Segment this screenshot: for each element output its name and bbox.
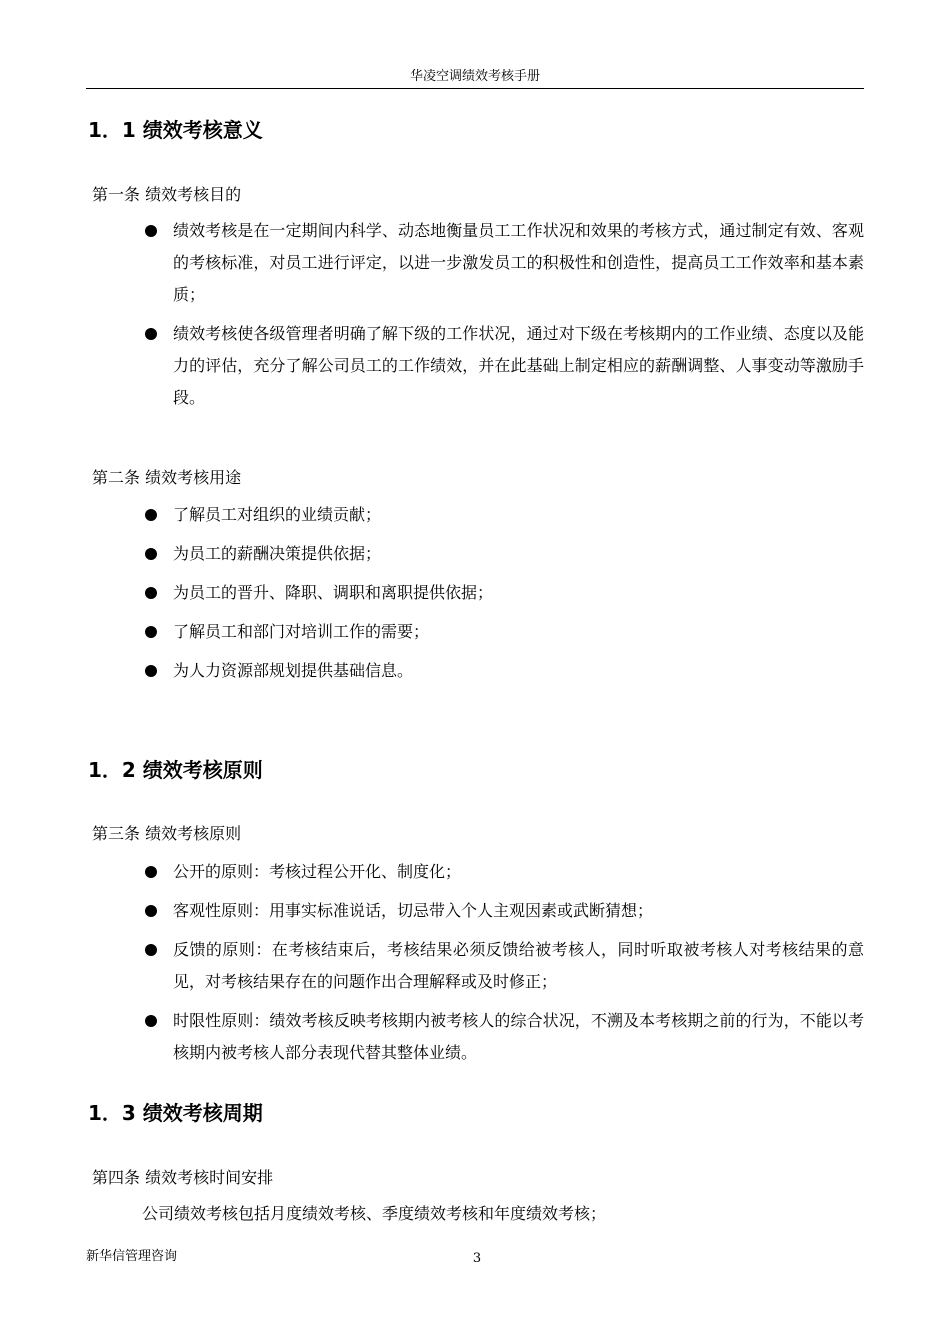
list-item-text: 反馈的原则：在考核结束后，考核结果必须反馈给被考核人，同时听取被考核人对考核结果的意见，对考核结果存在的问题作出合理解释或及时修正； [173, 940, 864, 991]
bullet-icon [145, 548, 157, 560]
bullet-icon [145, 905, 157, 917]
list-item [142, 499, 864, 531]
principles-bullet-list [142, 856, 864, 1076]
list-item [142, 215, 864, 311]
list-item-text: 为员工的薪酬决策提供依据； [173, 544, 382, 563]
list-item [142, 856, 864, 888]
list-item [142, 934, 864, 998]
list-item-text: 客观性原则：用事实标准说话，切忌带入个人主观因素或武断猜想； [173, 901, 654, 920]
list-item [142, 538, 864, 570]
list-item-text: 绩效考核使各级管理者明确了解下级的工作状况，通过对下级在考核期内的工作业绩、态度以及能力的评估，充分了解公司员工的工作绩效，并在此基础上制定相应的薪酬调整、人事变动等激励手段。 [173, 324, 864, 407]
section-heading-cycle: 1．3 绩效考核周期 [88, 1101, 263, 1125]
running-header-title: 华凌空调绩效考核手册 [409, 69, 540, 84]
article-title-principles: 第三条 绩效考核原则 [92, 824, 242, 843]
page-number: 3 [472, 1251, 482, 1266]
list-item [142, 616, 864, 648]
bullet-icon [145, 225, 157, 237]
bullet-icon [145, 509, 157, 521]
list-item-text: 公开的原则：考核过程公开化、制度化； [173, 862, 462, 881]
article-title-uses: 第二条 绩效考核用途 [92, 468, 242, 487]
list-item-text: 了解员工和部门对培训工作的需要； [173, 622, 430, 641]
schedule-paragraph: 公司绩效考核包括月度绩效考核、季度绩效考核和年度绩效考核； [142, 1204, 607, 1223]
list-item [142, 318, 864, 414]
bullet-icon [145, 328, 157, 340]
section-heading-principles: 1．2 绩效考核原则 [88, 758, 263, 782]
uses-bullet-list [142, 499, 864, 694]
list-item [142, 1005, 864, 1069]
bullet-icon [145, 626, 157, 638]
list-item-text: 了解员工对组织的业绩贡献； [173, 505, 382, 524]
list-item [142, 895, 864, 927]
list-item-text: 为员工的晋升、降职、调职和离职提供依据； [173, 583, 494, 602]
purpose-bullet-list [142, 215, 864, 421]
list-item-text: 绩效考核是在一定期间内科学、动态地衡量员工工作状况和效果的考核方式，通过制定有效、客观的考核标准，对员工进行评定，以进一步激发员工的积极性和创造性，提高员工工作效率和基本素质； [173, 221, 864, 304]
list-item [142, 577, 864, 609]
bullet-icon [145, 944, 157, 956]
bullet-icon [145, 665, 157, 677]
list-item [142, 655, 864, 687]
article-title-purpose: 第一条 绩效考核目的 [92, 185, 242, 204]
footer-company: 新华信管理咨询 [86, 1249, 178, 1264]
bullet-icon [145, 587, 157, 599]
header-rule [86, 88, 864, 89]
bullet-icon [145, 866, 157, 878]
list-item-text: 时限性原则：绩效考核反映考核期内被考核人的综合状况，不溯及本考核期之前的行为，不能以考核期内被考核人部分表现代替其整体业绩。 [173, 1011, 864, 1062]
bullet-icon [145, 1015, 157, 1027]
list-item-text: 为人力资源部规划提供基础信息。 [173, 661, 414, 680]
section-heading-significance: 1．1 绩效考核意义 [88, 118, 263, 142]
article-title-schedule: 第四条 绩效考核时间安排 [92, 1168, 274, 1187]
